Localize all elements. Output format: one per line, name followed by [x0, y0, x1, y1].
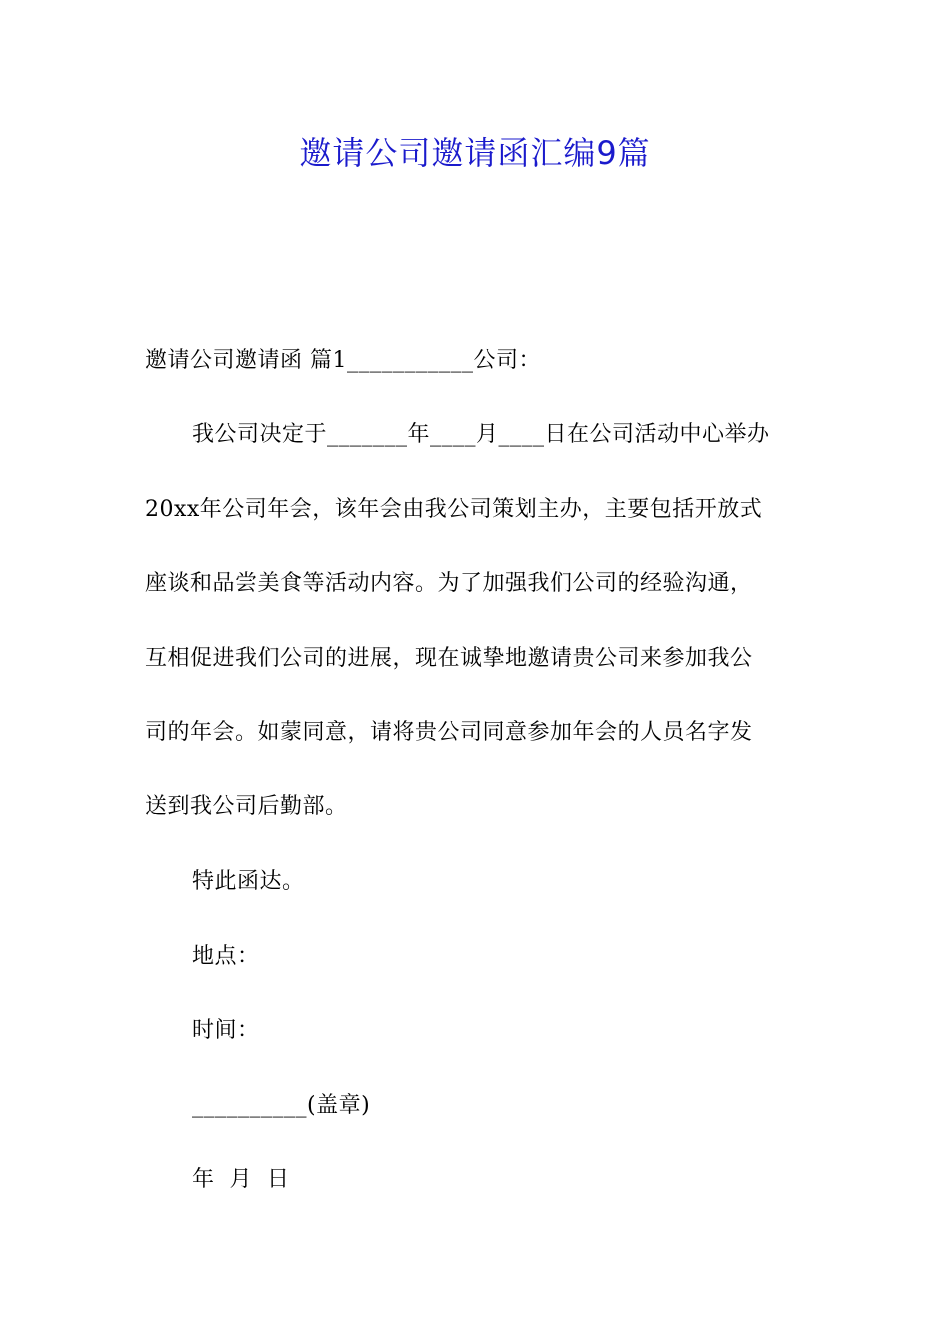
- date-line: 年 月 日: [192, 1167, 290, 1192]
- location-label: 地点：: [192, 944, 260, 969]
- seal-line: __________(盖章): [192, 1093, 371, 1118]
- body-line-1: 我公司决定于_______年____月____日在公司活动中心举办: [192, 422, 770, 447]
- body-line-6: 送到我公司后勤部。: [145, 794, 348, 819]
- letter-heading-line: 邀请公司邀请函 篇1___________公司：: [145, 348, 541, 373]
- closing-line: 特此函达。: [192, 869, 305, 894]
- body-line-2: 20xx年公司年会，该年会由我公司策划主办，主要包括开放式: [145, 497, 763, 522]
- body-line-4: 互相促进我们公司的进展，现在诚挚地邀请贵公司来参加我公: [145, 646, 753, 671]
- body-line-3: 座谈和品尝美食等活动内容。为了加强我们公司的经验沟通，: [145, 571, 753, 596]
- document-title: 邀请公司邀请函汇编9篇: [299, 134, 651, 172]
- time-label: 时间：: [192, 1018, 260, 1043]
- body-line-5: 司的年会。如蒙同意，请将贵公司同意参加年会的人员名字发: [145, 720, 753, 745]
